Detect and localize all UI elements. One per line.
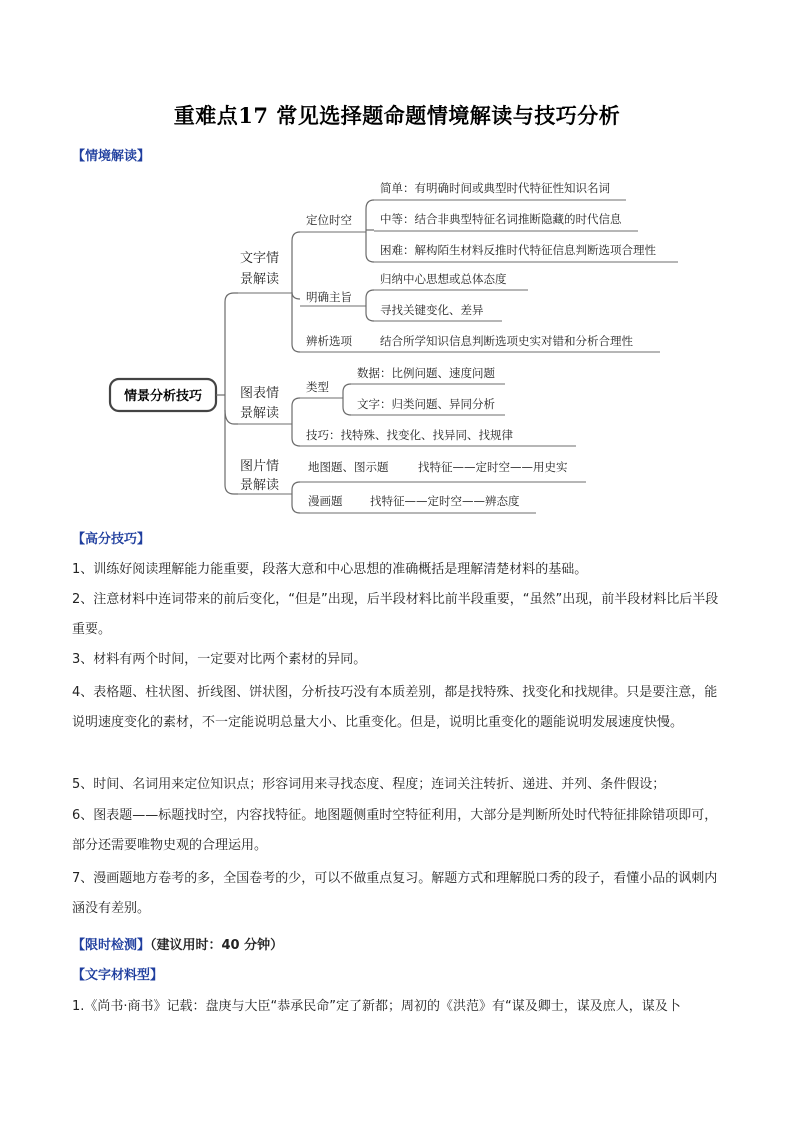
skill-item-2: 2、注意材料中连词带来的前后变化，“但是”出现，后半段材料比前半段重要，“虽然”出现，前半段材料比后半段重要。 <box>72 592 719 637</box>
mindmap-options-detail: 结合所学知识信息判断选项史实对错和分析合理性 <box>380 334 633 348</box>
mindmap-tips: 技巧：找特殊、找变化、找异同、找规律 <box>306 428 513 442</box>
mindmap-picture-label-line2: 景解读 <box>240 478 280 493</box>
mindmap-locate-hard: 困难：解构陌生材料反推时代特征信息判断选项合理性 <box>380 243 656 257</box>
skill-item-4: 4、表格题、柱状图、折线图、饼状图，分析技巧没有本质差别，都是找特殊、找变化和找规律。只是要注意，能说明速度变化的素材，不一定能说明总量大小、比重变化。但是，说明比重变化的题能说明发展速度快慢。 <box>72 685 718 730</box>
skill-item-5: 5、时间、名词用来定位知识点；形容词用来寻找态度、程度；连词关注转折、递进、并列、条件假设； <box>72 777 666 792</box>
timed-heading-note: （建议用时：40 分钟） <box>150 938 284 953</box>
section-timed-heading <box>72 934 283 953</box>
section-text-material-heading: 【文字材料型】 <box>72 968 164 983</box>
mindmap-chart-label-line1: 图表情 <box>240 386 280 401</box>
mindmap-text-label-line2: 景解读 <box>240 272 280 287</box>
skill-item-3: 3、材料有两个时间，一定要对比两个素材的异同。 <box>72 652 367 667</box>
mindmap-locate-simple: 简单：有明确时间或典型时代特征性知识名词 <box>380 181 610 195</box>
section-skills-heading: 【高分技巧】 <box>72 532 151 547</box>
mindmap-map-label: 地图题、图示题 <box>308 460 389 474</box>
mindmap-text-label-line1: 文字情 <box>240 251 280 266</box>
question-1: 1.《尚书·商书》记载：盘庚与大臣“恭承民命”定了新都；周初的《洪范》有“谋及卿士，谋及庶人，谋及卜 <box>72 999 681 1014</box>
mindmap-options-label: 辨析选项 <box>306 334 352 348</box>
skill-item-1: 1、训练好阅读理解能力能重要，段落大意和中心思想的准确概括是理解清楚材料的基础。 <box>72 562 588 577</box>
mindmap-map-detail: 找特征——定时空——用史实 <box>418 460 568 474</box>
timed-heading-label: 【限时检测】 <box>72 938 151 953</box>
mindmap-cartoon-label: 漫画题 <box>308 494 343 508</box>
mindmap-theme-item1: 归纳中心思想或总体态度 <box>380 272 507 286</box>
mindmap-locate-medium: 中等：结合非典型特征名词推断隐藏的时代信息 <box>380 212 622 226</box>
mindmap-theme-label: 明确主旨 <box>306 290 352 304</box>
mindmap-root-label: 情景分析技巧 <box>123 389 203 404</box>
section-situation-heading: 【情境解读】 <box>72 149 151 164</box>
mindmap-type-data: 数据：比例问题、速度问题 <box>357 366 495 380</box>
skill-item-7: 7、漫画题地方卷考的多，全国卷考的少，可以不做重点复习。解题方式和理解脱口秀的段子，看懂小品的讽刺内涵没有差别。 <box>72 871 718 916</box>
mindmap-type-words: 文字：归类问题、异同分析 <box>357 397 495 411</box>
mindmap-locate-label: 定位时空 <box>306 213 352 227</box>
skill-item-6: 6、图表题——标题找时空，内容找特征。地图题侧重时空特征利用，大部分是判断所处时代特征排除错项即可，部分还需要唯物史观的合理运用。 <box>72 808 718 853</box>
mindmap-theme-item2: 寻找关键变化、差异 <box>380 303 484 317</box>
mindmap-picture-label-line1: 图片情 <box>240 459 280 474</box>
mindmap-cartoon-detail: 找特征——定时空——辨态度 <box>370 494 520 508</box>
page-title: 重难点17 常见选择题命题情境解读与技巧分析 <box>173 103 621 128</box>
mindmap-type-label: 类型 <box>306 380 329 394</box>
mindmap-chart-label-line2: 景解读 <box>240 406 280 421</box>
